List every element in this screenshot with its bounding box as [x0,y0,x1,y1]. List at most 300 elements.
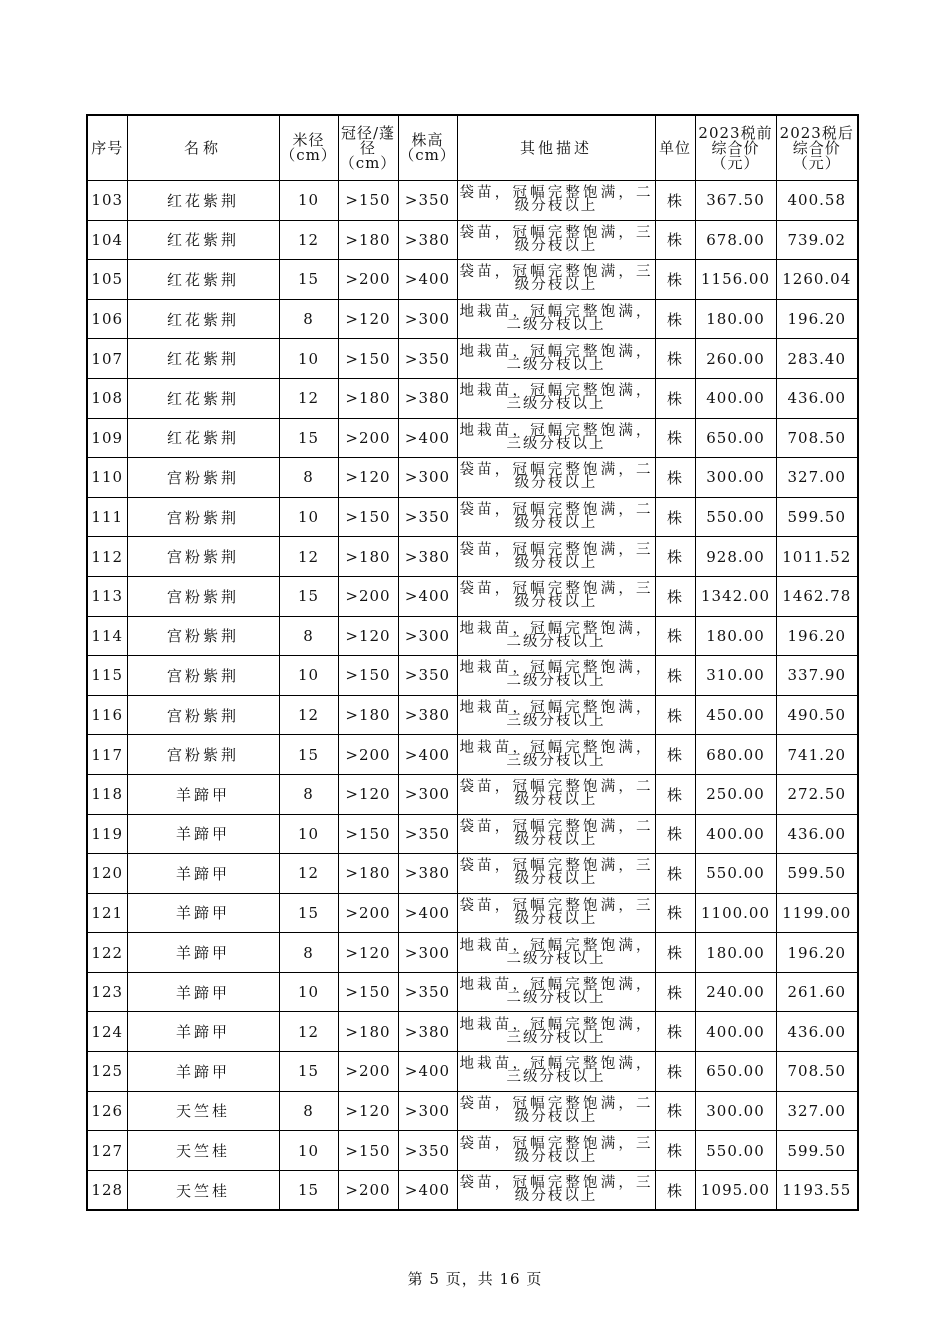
header-diameter: 米径（cm） [279,115,338,181]
desc-line-1: 袋苗，冠幅完整饱满，三 [459,224,653,241]
row-crown: >200 [338,418,398,458]
desc-line-2: 二级分枝以上 [506,990,606,1007]
row-post-tax-price: 708.50 [776,1052,858,1092]
row-crown: >120 [338,299,398,339]
row-unit: 株 [655,458,695,498]
row-diameter: 15 [279,1052,338,1092]
row-pre-tax-price: 300.00 [695,1091,776,1131]
row-post-tax-price: 436.00 [776,1012,858,1052]
row-unit: 株 [655,893,695,933]
row-crown: >150 [338,497,398,537]
row-name: 天竺桂 [127,1131,279,1171]
row-pre-tax-price: 1156.00 [695,260,776,300]
table-row [87,260,858,300]
desc-line-1: 袋苗，冠幅完整饱满，二 [459,502,653,519]
row-desc [457,299,655,339]
row-crown: >150 [338,339,398,379]
row-crown: >180 [338,695,398,735]
row-name: 红花紫荆 [127,181,279,221]
row-diameter: 12 [279,378,338,418]
row-pre-tax-price: 928.00 [695,537,776,577]
desc-line-2: 级分枝以上 [514,594,598,611]
row-post-tax-price: 261.60 [776,972,858,1012]
row-pre-tax-price: 678.00 [695,220,776,260]
desc-line-2: 级分枝以上 [514,1108,598,1125]
desc-line-1: 袋苗，冠幅完整饱满，二 [459,818,653,835]
row-name: 羊蹄甲 [127,893,279,933]
row-no: 116 [87,695,127,735]
row-unit: 株 [655,656,695,696]
row-name: 宫粉紫荆 [127,537,279,577]
desc-line-1: 地栽苗，冠幅完整饱满， [459,1056,653,1073]
table-row [87,537,858,577]
row-desc [457,893,655,933]
row-desc [457,1170,655,1210]
table-row [87,1052,858,1092]
row-unit: 株 [655,339,695,379]
row-height: >380 [398,854,457,894]
row-crown: >180 [338,854,398,894]
row-crown: >200 [338,735,398,775]
row-desc [457,854,655,894]
table-row [87,339,858,379]
desc-line-1: 地栽苗，冠幅完整饱满， [459,977,653,994]
desc-line-1: 袋苗，冠幅完整饱满，三 [459,541,653,558]
row-no: 128 [87,1170,127,1210]
desc-line-2: 级分枝以上 [514,871,598,888]
row-height: >300 [398,299,457,339]
desc-line-1: 地栽苗，冠幅完整饱满， [459,343,653,360]
header-name: 名称 [127,115,279,181]
desc-line-2: 三级分枝以上 [506,396,606,413]
row-desc [457,933,655,973]
row-height: >300 [398,774,457,814]
row-crown: >150 [338,814,398,854]
row-desc [457,418,655,458]
page-footer: 第 5 页，共 16 页 [407,1270,543,1288]
row-name: 红花紫荆 [127,418,279,458]
row-no: 119 [87,814,127,854]
row-no: 106 [87,299,127,339]
row-post-tax-price: 436.00 [776,814,858,854]
row-diameter: 12 [279,1012,338,1052]
row-post-tax-price: 490.50 [776,695,858,735]
row-unit: 株 [655,378,695,418]
row-unit: 株 [655,1052,695,1092]
row-height: >400 [398,893,457,933]
desc-line-1: 袋苗，冠幅完整饱满，三 [459,264,653,281]
row-no: 126 [87,1091,127,1131]
row-unit: 株 [655,576,695,616]
row-diameter: 8 [279,933,338,973]
row-desc [457,181,655,221]
row-name: 羊蹄甲 [127,933,279,973]
row-name: 宫粉紫荆 [127,497,279,537]
header-post-tax: 2023税后综合价（元） [776,115,858,181]
row-pre-tax-price: 400.00 [695,378,776,418]
row-height: >400 [398,260,457,300]
row-crown: >200 [338,1170,398,1210]
desc-line-1: 袋苗，冠幅完整饱满，二 [459,779,653,796]
row-pre-tax-price: 400.00 [695,1012,776,1052]
desc-line-2: 二级分枝以上 [506,317,606,334]
table-row [87,576,858,616]
row-pre-tax-price: 550.00 [695,854,776,894]
row-name: 羊蹄甲 [127,854,279,894]
row-diameter: 15 [279,418,338,458]
desc-line-1: 地栽苗，冠幅完整饱满， [459,660,653,677]
row-crown: >150 [338,972,398,1012]
row-diameter: 15 [279,735,338,775]
row-crown: >120 [338,933,398,973]
row-height: >300 [398,458,457,498]
row-crown: >200 [338,893,398,933]
row-pre-tax-price: 367.50 [695,181,776,221]
row-post-tax-price: 1193.55 [776,1170,858,1210]
row-crown: >200 [338,576,398,616]
table-row [87,1091,858,1131]
row-no: 111 [87,497,127,537]
row-diameter: 15 [279,576,338,616]
row-unit: 株 [655,814,695,854]
row-pre-tax-price: 180.00 [695,933,776,973]
header-height: 株高（cm） [398,115,457,181]
row-desc [457,695,655,735]
row-desc [457,616,655,656]
desc-line-1: 地栽苗，冠幅完整饱满， [459,1016,653,1033]
row-unit: 株 [655,260,695,300]
row-pre-tax-price: 1100.00 [695,893,776,933]
row-name: 宫粉紫荆 [127,735,279,775]
row-pre-tax-price: 650.00 [695,1052,776,1092]
row-desc [457,378,655,418]
row-no: 121 [87,893,127,933]
row-post-tax-price: 436.00 [776,378,858,418]
row-unit: 株 [655,220,695,260]
desc-line-1: 地栽苗，冠幅完整饱满， [459,304,653,321]
row-height: >400 [398,735,457,775]
desc-line-2: 级分枝以上 [514,515,598,532]
row-unit: 株 [655,695,695,735]
desc-line-2: 级分枝以上 [514,237,598,254]
table-body [87,181,858,1211]
row-post-tax-price: 283.40 [776,339,858,379]
desc-line-1: 地栽苗，冠幅完整饱满， [459,700,653,717]
table-row [87,933,858,973]
row-desc [457,1091,655,1131]
table-row [87,774,858,814]
row-crown: >150 [338,1131,398,1171]
row-crown: >120 [338,616,398,656]
table-row [87,1170,858,1210]
row-height: >380 [398,378,457,418]
row-unit: 株 [655,735,695,775]
row-unit: 株 [655,972,695,1012]
row-height: >350 [398,181,457,221]
table-row [87,854,858,894]
row-post-tax-price: 337.90 [776,656,858,696]
row-diameter: 15 [279,893,338,933]
row-no: 114 [87,616,127,656]
header-unit: 单位 [655,115,695,181]
row-pre-tax-price: 300.00 [695,458,776,498]
row-desc [457,814,655,854]
row-height: >300 [398,933,457,973]
row-crown: >120 [338,774,398,814]
row-unit: 株 [655,854,695,894]
desc-line-2: 级分枝以上 [514,277,598,294]
row-name: 宫粉紫荆 [127,695,279,735]
row-name: 宫粉紫荆 [127,656,279,696]
desc-line-2: 级分枝以上 [514,792,598,809]
row-name: 羊蹄甲 [127,774,279,814]
row-post-tax-price: 739.02 [776,220,858,260]
row-desc [457,656,655,696]
table-row [87,181,858,221]
row-desc [457,537,655,577]
table-row [87,893,858,933]
row-unit: 株 [655,1012,695,1052]
desc-line-2: 级分枝以上 [514,554,598,571]
table-header-row [87,115,858,181]
row-diameter: 10 [279,1131,338,1171]
row-name: 羊蹄甲 [127,1012,279,1052]
row-height: >400 [398,576,457,616]
row-post-tax-price: 599.50 [776,497,858,537]
row-no: 109 [87,418,127,458]
row-no: 103 [87,181,127,221]
row-diameter: 10 [279,972,338,1012]
row-unit: 株 [655,299,695,339]
table-row [87,418,858,458]
row-crown: >180 [338,1012,398,1052]
row-crown: >120 [338,458,398,498]
row-height: >350 [398,497,457,537]
row-name: 宫粉紫荆 [127,616,279,656]
row-diameter: 12 [279,854,338,894]
row-height: >400 [398,418,457,458]
table-row [87,458,858,498]
desc-line-1: 袋苗，冠幅完整饱满，三 [459,1135,653,1152]
row-pre-tax-price: 400.00 [695,814,776,854]
row-height: >350 [398,1131,457,1171]
row-pre-tax-price: 680.00 [695,735,776,775]
row-no: 104 [87,220,127,260]
table-row [87,616,858,656]
desc-line-2: 级分枝以上 [514,1188,598,1205]
row-crown: >200 [338,260,398,300]
row-no: 110 [87,458,127,498]
table-row [87,735,858,775]
row-name: 天竺桂 [127,1091,279,1131]
desc-line-1: 地栽苗，冠幅完整饱满， [459,620,653,637]
header-desc: 其他描述 [457,115,655,181]
row-crown: >150 [338,181,398,221]
row-crown: >120 [338,1091,398,1131]
table-row [87,656,858,696]
row-post-tax-price: 272.50 [776,774,858,814]
row-no: 115 [87,656,127,696]
row-diameter: 8 [279,616,338,656]
desc-line-2: 级分枝以上 [514,831,598,848]
row-desc [457,339,655,379]
row-no: 112 [87,537,127,577]
row-post-tax-price: 1011.52 [776,537,858,577]
row-unit: 株 [655,1170,695,1210]
desc-line-1: 地栽苗，冠幅完整饱满， [459,739,653,756]
row-name: 羊蹄甲 [127,814,279,854]
row-name: 红花紫荆 [127,260,279,300]
row-unit: 株 [655,774,695,814]
desc-line-2: 二级分枝以上 [506,950,606,967]
row-crown: >200 [338,1052,398,1092]
row-unit: 株 [655,537,695,577]
row-crown: >180 [338,220,398,260]
row-pre-tax-price: 550.00 [695,1131,776,1171]
table-row [87,497,858,537]
row-diameter: 10 [279,181,338,221]
row-no: 127 [87,1131,127,1171]
desc-line-2: 级分枝以上 [514,910,598,927]
row-no: 107 [87,339,127,379]
row-diameter: 12 [279,695,338,735]
row-diameter: 12 [279,220,338,260]
desc-line-2: 二级分枝以上 [506,673,606,690]
row-desc [457,497,655,537]
row-post-tax-price: 1462.78 [776,576,858,616]
row-name: 红花紫荆 [127,339,279,379]
desc-line-1: 袋苗，冠幅完整饱满，三 [459,897,653,914]
desc-line-2: 三级分枝以上 [506,435,606,452]
row-diameter: 15 [279,260,338,300]
row-diameter: 8 [279,1091,338,1131]
desc-line-2: 三级分枝以上 [506,1029,606,1046]
row-height: >380 [398,695,457,735]
desc-line-2: 三级分枝以上 [506,752,606,769]
row-no: 113 [87,576,127,616]
row-pre-tax-price: 180.00 [695,299,776,339]
row-unit: 株 [655,418,695,458]
row-desc [457,260,655,300]
row-height: >400 [398,1052,457,1092]
row-post-tax-price: 327.00 [776,1091,858,1131]
row-height: >380 [398,1012,457,1052]
row-desc [457,774,655,814]
row-height: >380 [398,220,457,260]
table-row [87,299,858,339]
row-diameter: 10 [279,814,338,854]
row-name: 宫粉紫荆 [127,576,279,616]
row-height: >300 [398,1091,457,1131]
row-pre-tax-price: 260.00 [695,339,776,379]
row-post-tax-price: 196.20 [776,933,858,973]
row-post-tax-price: 599.50 [776,854,858,894]
row-unit: 株 [655,933,695,973]
row-post-tax-price: 196.20 [776,299,858,339]
row-crown: >180 [338,537,398,577]
desc-line-2: 二级分枝以上 [506,356,606,373]
row-pre-tax-price: 180.00 [695,616,776,656]
desc-line-1: 袋苗，冠幅完整饱满，二 [459,1095,653,1112]
header-pre-tax: 2023税前综合价（元） [695,115,776,181]
row-height: >380 [398,537,457,577]
row-pre-tax-price: 450.00 [695,695,776,735]
table-row [87,220,858,260]
desc-line-1: 地栽苗，冠幅完整饱满， [459,422,653,439]
row-height: >300 [398,616,457,656]
row-pre-tax-price: 1342.00 [695,576,776,616]
row-unit: 株 [655,1091,695,1131]
desc-line-1: 袋苗，冠幅完整饱满，三 [459,1175,653,1192]
desc-line-1: 地栽苗，冠幅完整饱满， [459,383,653,400]
row-height: >350 [398,972,457,1012]
row-unit: 株 [655,497,695,537]
row-diameter: 10 [279,339,338,379]
row-diameter: 10 [279,497,338,537]
desc-line-2: 三级分枝以上 [506,713,606,730]
row-desc [457,1012,655,1052]
header-no: 序号 [87,115,127,181]
header-crown: 冠径/蓬径（cm） [338,115,398,181]
row-diameter: 8 [279,458,338,498]
row-desc [457,735,655,775]
desc-line-1: 袋苗，冠幅完整饱满，二 [459,462,653,479]
row-no: 105 [87,260,127,300]
row-name: 红花紫荆 [127,378,279,418]
row-pre-tax-price: 250.00 [695,774,776,814]
row-crown: >150 [338,656,398,696]
row-post-tax-price: 708.50 [776,418,858,458]
desc-line-1: 袋苗，冠幅完整饱满，三 [459,858,653,875]
desc-line-2: 级分枝以上 [514,1148,598,1165]
row-desc [457,220,655,260]
row-post-tax-price: 327.00 [776,458,858,498]
row-height: >350 [398,339,457,379]
row-desc [457,576,655,616]
desc-line-2: 二级分枝以上 [506,633,606,650]
row-unit: 株 [655,181,695,221]
table-row [87,814,858,854]
row-pre-tax-price: 650.00 [695,418,776,458]
row-name: 红花紫荆 [127,299,279,339]
row-post-tax-price: 196.20 [776,616,858,656]
row-pre-tax-price: 240.00 [695,972,776,1012]
row-desc [457,1131,655,1171]
table-row [87,695,858,735]
row-name: 天竺桂 [127,1170,279,1210]
table-row [87,1131,858,1171]
row-unit: 株 [655,616,695,656]
row-height: >400 [398,1170,457,1210]
row-name: 红花紫荆 [127,220,279,260]
row-unit: 株 [655,1131,695,1171]
table-row [87,972,858,1012]
row-no: 120 [87,854,127,894]
row-post-tax-price: 741.20 [776,735,858,775]
row-name: 羊蹄甲 [127,1052,279,1092]
row-desc [457,1052,655,1092]
row-diameter: 10 [279,656,338,696]
row-name: 羊蹄甲 [127,972,279,1012]
row-pre-tax-price: 1095.00 [695,1170,776,1210]
row-diameter: 8 [279,774,338,814]
desc-line-1: 袋苗，冠幅完整饱满，三 [459,581,653,598]
row-pre-tax-price: 310.00 [695,656,776,696]
price-table [86,114,859,1211]
row-desc [457,972,655,1012]
row-height: >350 [398,814,457,854]
row-no: 117 [87,735,127,775]
